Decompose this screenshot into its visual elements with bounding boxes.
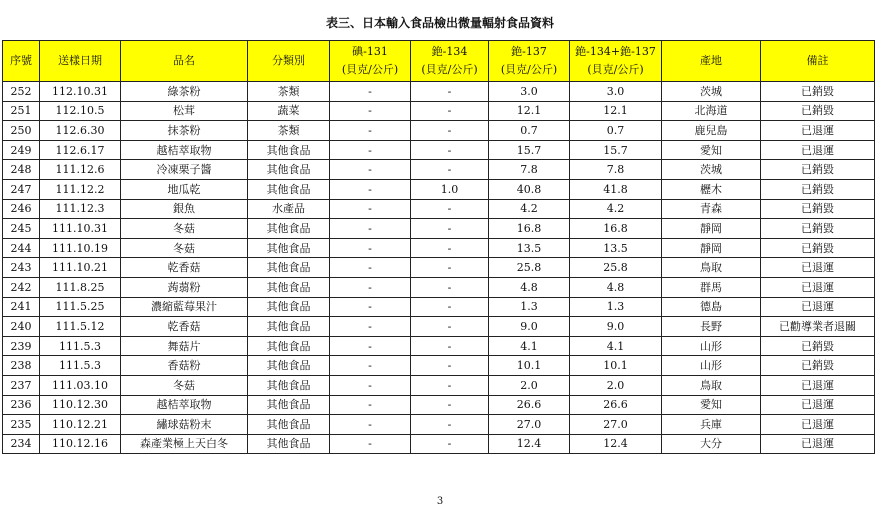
origin-cell: 山形 (662, 336, 761, 356)
date-cell: 111.10.31 (40, 219, 121, 239)
date-cell: 110.12.16 (40, 434, 121, 454)
table-row (3, 179, 875, 199)
i131-cell: - (330, 121, 411, 141)
table-body (3, 82, 875, 454)
i131-cell: - (330, 219, 411, 239)
category-cell: 其他食品 (248, 140, 330, 160)
i131-cell: - (330, 356, 411, 376)
origin-cell: 茨城 (662, 82, 761, 102)
cs137-cell: 15.7 (489, 140, 570, 160)
product-cell: 抹茶粉 (121, 121, 248, 141)
cs134-cell: - (411, 375, 489, 395)
date-cell: 112.6.17 (40, 140, 121, 160)
category-cell: 其他食品 (248, 219, 330, 239)
product-cell: 冬菇 (121, 219, 248, 239)
product-cell: 乾香菇 (121, 317, 248, 337)
table-row (3, 395, 875, 415)
cs137-cell: 16.8 (489, 219, 570, 239)
i131-cell: - (330, 395, 411, 415)
remark-cell: 已勸導業者退關 (761, 317, 875, 337)
table-row (3, 356, 875, 376)
table-row (3, 415, 875, 435)
i131-cell: - (330, 415, 411, 435)
cs137-cell: 3.0 (489, 82, 570, 102)
column-header-label: 銫-134+銫-137 (575, 45, 656, 58)
cs-total-cell: 4.8 (570, 277, 662, 297)
i131-cell: - (330, 317, 411, 337)
cs137-cell: 4.1 (489, 336, 570, 356)
header-row (3, 41, 875, 82)
cs134-cell: - (411, 121, 489, 141)
table-row (3, 199, 875, 219)
cs137-cell: 25.8 (489, 258, 570, 278)
serial-cell: 249 (3, 140, 40, 160)
table-row (3, 219, 875, 239)
i131-cell: - (330, 199, 411, 219)
category-cell: 其他食品 (248, 375, 330, 395)
cs134-cell: - (411, 199, 489, 219)
cs134-cell: - (411, 238, 489, 258)
cs134-cell: - (411, 395, 489, 415)
table-row (3, 101, 875, 121)
cs134-cell: - (411, 356, 489, 376)
column-header-label: 分類別 (272, 54, 305, 67)
cs137-cell: 40.8 (489, 179, 570, 199)
i131-cell: - (330, 238, 411, 258)
serial-cell: 243 (3, 258, 40, 278)
column-header-label: 備註 (806, 54, 829, 67)
date-cell: 111.03.10 (40, 375, 121, 395)
remark-cell: 已銷毀 (761, 219, 875, 239)
table-row (3, 121, 875, 141)
table-row (3, 297, 875, 317)
i131-cell: - (330, 375, 411, 395)
product-cell: 香菇粉 (121, 356, 248, 376)
category-cell: 其他食品 (248, 317, 330, 337)
origin-cell: 鹿兒島 (662, 121, 761, 141)
date-cell: 112.10.31 (40, 82, 121, 102)
cs-total-cell: 12.4 (570, 434, 662, 454)
cs137-cell: 26.6 (489, 395, 570, 415)
serial-cell: 246 (3, 199, 40, 219)
column-header-label: 銫-134 (431, 45, 468, 58)
product-cell: 冬菇 (121, 375, 248, 395)
cs137-cell: 4.2 (489, 199, 570, 219)
cs-total-cell: 2.0 (570, 375, 662, 395)
category-cell: 其他食品 (248, 395, 330, 415)
column-header (3, 41, 40, 82)
category-cell: 其他食品 (248, 160, 330, 180)
cs134-cell: - (411, 434, 489, 454)
remark-cell: 已退運 (761, 258, 875, 278)
category-cell: 茶類 (248, 82, 330, 102)
cs137-cell: 2.0 (489, 375, 570, 395)
cs137-cell: 0.7 (489, 121, 570, 141)
cs134-cell: - (411, 101, 489, 121)
date-cell: 111.12.6 (40, 160, 121, 180)
radiation-food-table (2, 40, 875, 454)
table-row (3, 82, 875, 102)
date-cell: 111.5.12 (40, 317, 121, 337)
date-cell: 110.12.30 (40, 395, 121, 415)
remark-cell: 已銷毀 (761, 101, 875, 121)
i131-cell: - (330, 258, 411, 278)
cs-total-cell: 7.8 (570, 160, 662, 180)
column-header-label: 產地 (700, 54, 722, 67)
table-row (3, 160, 875, 180)
cs137-cell: 12.4 (489, 434, 570, 454)
table-row (3, 258, 875, 278)
remark-cell: 已退運 (761, 415, 875, 435)
cs-total-cell: 9.0 (570, 317, 662, 337)
serial-cell: 251 (3, 101, 40, 121)
date-cell: 111.5.25 (40, 297, 121, 317)
table-row (3, 238, 875, 258)
serial-cell: 242 (3, 277, 40, 297)
cs137-cell: 27.0 (489, 415, 570, 435)
product-cell: 綠茶粉 (121, 82, 248, 102)
column-header-label: 銫-137 (511, 45, 547, 58)
table-row (3, 277, 875, 297)
category-cell: 其他食品 (248, 336, 330, 356)
column-header (489, 41, 570, 82)
cs134-cell: - (411, 297, 489, 317)
remark-cell: 已退運 (761, 297, 875, 317)
category-cell: 其他食品 (248, 179, 330, 199)
cs134-cell: - (411, 258, 489, 278)
column-header (411, 41, 489, 82)
date-cell: 111.5.3 (40, 356, 121, 376)
cs-total-cell: 1.3 (570, 297, 662, 317)
cs134-cell: - (411, 219, 489, 239)
category-cell: 茶類 (248, 121, 330, 141)
serial-cell: 247 (3, 179, 40, 199)
remark-cell: 已退運 (761, 277, 875, 297)
i131-cell: - (330, 160, 411, 180)
product-cell: 舞菇片 (121, 336, 248, 356)
serial-cell: 235 (3, 415, 40, 435)
date-cell: 111.10.19 (40, 238, 121, 258)
remark-cell: 已銷毀 (761, 160, 875, 180)
product-cell: 冬菇 (121, 238, 248, 258)
origin-cell: 大分 (662, 434, 761, 454)
remark-cell: 已銷毀 (761, 238, 875, 258)
origin-cell: 愛知 (662, 140, 761, 160)
origin-cell: 北海道 (662, 101, 761, 121)
column-header-label: 碘-131 (352, 45, 388, 58)
column-header-unit: (貝克/公斤) (587, 63, 644, 76)
product-cell: 蒟蒻粉 (121, 277, 248, 297)
table-row (3, 434, 875, 454)
column-header (330, 41, 411, 82)
category-cell: 水產品 (248, 199, 330, 219)
serial-cell: 240 (3, 317, 40, 337)
column-header-unit: (貝克/公斤) (500, 63, 558, 76)
cs137-cell: 13.5 (489, 238, 570, 258)
column-header-unit: (貝克/公斤) (341, 63, 399, 76)
origin-cell: 兵庫 (662, 415, 761, 435)
remark-cell: 已銷毀 (761, 199, 875, 219)
serial-cell: 237 (3, 375, 40, 395)
serial-cell: 241 (3, 297, 40, 317)
remark-cell: 已退運 (761, 121, 875, 141)
product-cell: 繡球菇粉末 (121, 415, 248, 435)
cs-total-cell: 12.1 (570, 101, 662, 121)
i131-cell: - (330, 82, 411, 102)
origin-cell: 茨城 (662, 160, 761, 180)
i131-cell: - (330, 434, 411, 454)
i131-cell: - (330, 140, 411, 160)
table-title: 表三、日本輸入食品檢出微量輻射食品資料 (325, 16, 554, 30)
origin-cell: 群馬 (662, 277, 761, 297)
serial-cell: 239 (3, 336, 40, 356)
cs-total-cell: 4.1 (570, 336, 662, 356)
column-header (40, 41, 121, 82)
date-cell: 111.5.3 (40, 336, 121, 356)
remark-cell: 已銷毀 (761, 336, 875, 356)
cs134-cell: - (411, 277, 489, 297)
table-row (3, 375, 875, 395)
product-cell: 地瓜乾 (121, 179, 248, 199)
cs-total-cell: 13.5 (570, 238, 662, 258)
origin-cell: 山形 (662, 356, 761, 376)
category-cell: 蔬菜 (248, 101, 330, 121)
category-cell: 其他食品 (248, 297, 330, 317)
origin-cell: 青森 (662, 199, 761, 219)
column-header (121, 41, 248, 82)
table-row (3, 317, 875, 337)
category-cell: 其他食品 (248, 258, 330, 278)
cs-total-cell: 0.7 (570, 121, 662, 141)
product-cell: 森產業極上天白冬 (121, 434, 248, 454)
date-cell: 111.10.21 (40, 258, 121, 278)
serial-cell: 238 (3, 356, 40, 376)
product-cell: 越桔萃取物 (121, 140, 248, 160)
remark-cell: 已銷毀 (761, 356, 875, 376)
remark-cell: 已退運 (761, 395, 875, 415)
product-cell: 松茸 (121, 101, 248, 121)
category-cell: 其他食品 (248, 277, 330, 297)
origin-cell: 愛知 (662, 395, 761, 415)
column-header-label: 序號 (10, 54, 32, 67)
serial-cell: 245 (3, 219, 40, 239)
cs137-cell: 7.8 (489, 160, 570, 180)
remark-cell: 已退運 (761, 140, 875, 160)
origin-cell: 長野 (662, 317, 761, 337)
cs-total-cell: 25.8 (570, 258, 662, 278)
cs137-cell: 9.0 (489, 317, 570, 337)
origin-cell: 德島 (662, 297, 761, 317)
date-cell: 112.10.5 (40, 101, 121, 121)
product-cell: 冷凍栗子醬 (121, 160, 248, 180)
i131-cell: - (330, 336, 411, 356)
table-row (3, 336, 875, 356)
category-cell: 其他食品 (248, 434, 330, 454)
cs137-cell: 1.3 (489, 297, 570, 317)
column-header-unit: (貝克/公斤) (421, 63, 478, 76)
origin-cell: 靜岡 (662, 219, 761, 239)
product-cell: 乾香菇 (121, 258, 248, 278)
remark-cell: 已銷毀 (761, 179, 875, 199)
cs134-cell: - (411, 140, 489, 160)
table-row (3, 140, 875, 160)
i131-cell: - (330, 179, 411, 199)
date-cell: 112.6.30 (40, 121, 121, 141)
date-cell: 111.8.25 (40, 277, 121, 297)
cs134-cell: - (411, 317, 489, 337)
cs-total-cell: 16.8 (570, 219, 662, 239)
cs134-cell: - (411, 82, 489, 102)
date-cell: 111.12.2 (40, 179, 121, 199)
serial-cell: 234 (3, 434, 40, 454)
product-cell: 銀魚 (121, 199, 248, 219)
cs137-cell: 12.1 (489, 101, 570, 121)
cs-total-cell: 10.1 (570, 356, 662, 376)
category-cell: 其他食品 (248, 415, 330, 435)
date-cell: 111.12.3 (40, 199, 121, 219)
cs137-cell: 10.1 (489, 356, 570, 376)
serial-cell: 248 (3, 160, 40, 180)
remark-cell: 已銷毀 (761, 82, 875, 102)
page-number: 3 (436, 496, 444, 507)
cs134-cell: - (411, 160, 489, 180)
cs-total-cell: 26.6 (570, 395, 662, 415)
category-cell: 其他食品 (248, 238, 330, 258)
origin-cell: 靜岡 (662, 238, 761, 258)
origin-cell: 鳥取 (662, 258, 761, 278)
column-header-label: 品名 (173, 54, 195, 67)
date-cell: 110.12.21 (40, 415, 121, 435)
cs134-cell: - (411, 415, 489, 435)
category-cell: 其他食品 (248, 356, 330, 376)
serial-cell: 244 (3, 238, 40, 258)
column-header-label: 送樣日期 (58, 54, 102, 67)
cs-total-cell: 4.2 (570, 199, 662, 219)
i131-cell: - (330, 277, 411, 297)
table-header (3, 41, 875, 82)
i131-cell: - (330, 101, 411, 121)
product-cell: 濃縮藍莓果汁 (121, 297, 248, 317)
origin-cell: 櫪木 (662, 179, 761, 199)
serial-cell: 236 (3, 395, 40, 415)
column-header (248, 41, 330, 82)
cs137-cell: 4.8 (489, 277, 570, 297)
column-header (761, 41, 875, 82)
cs-total-cell: 41.8 (570, 179, 662, 199)
product-cell: 越桔萃取物 (121, 395, 248, 415)
serial-cell: 250 (3, 121, 40, 141)
remark-cell: 已退運 (761, 434, 875, 454)
column-header (570, 41, 662, 82)
remark-cell: 已退運 (761, 375, 875, 395)
column-header (662, 41, 761, 82)
cs-total-cell: 27.0 (570, 415, 662, 435)
cs134-cell: 1.0 (411, 179, 489, 199)
serial-cell: 252 (3, 82, 40, 102)
i131-cell: - (330, 297, 411, 317)
origin-cell: 鳥取 (662, 375, 761, 395)
cs-total-cell: 3.0 (570, 82, 662, 102)
cs-total-cell: 15.7 (570, 140, 662, 160)
cs134-cell: - (411, 336, 489, 356)
